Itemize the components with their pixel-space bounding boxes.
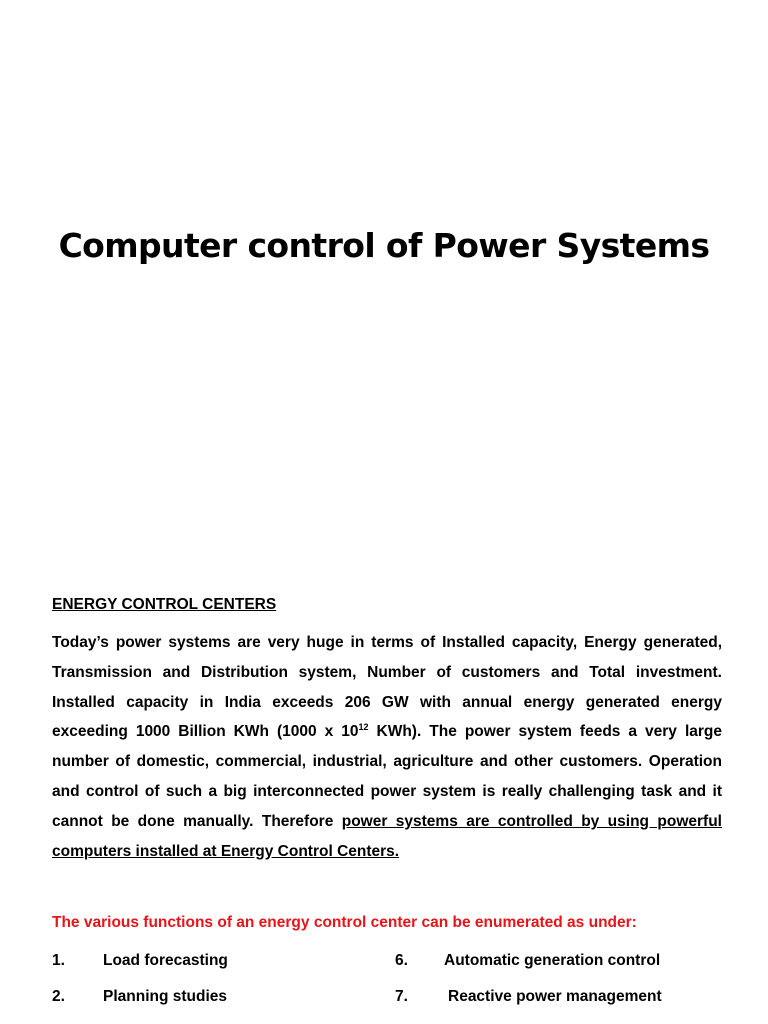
function-number: 7.	[395, 988, 408, 1005]
function-label: Load forecasting	[103, 952, 228, 969]
paragraph-text-part1: Today’s power systems are very huge in terms of Installed capacity, Energy generated, Transmission and Distribution system, Number of customers and Total investment. Installed capacity in India exceeds 206 GW with annual energy generated energy exceeding 1000 Billion KWh (1000 x 10	[52, 634, 722, 741]
underlined-sentence: power systems are controlled by using powerful computers installed at Energy Control Centers.	[52, 812, 722, 860]
function-number: 6.	[395, 952, 408, 969]
function-label: Reactive power management	[448, 988, 662, 1005]
function-label: Automatic generation control	[444, 952, 661, 969]
function-number: 1.	[52, 952, 65, 969]
document-title: Computer control of Power Systems	[58, 226, 710, 265]
function-item	[395, 952, 661, 974]
exponent-superscript: 12	[358, 722, 369, 733]
functions-intro: The various functions of an energy control center can be enumerated as under:	[52, 914, 637, 931]
function-item	[395, 988, 662, 1010]
function-item	[52, 988, 228, 1010]
function-item	[52, 952, 228, 974]
section-heading: ENERGY CONTROL CENTERS	[52, 596, 277, 613]
function-label: Planning studies	[103, 988, 228, 1005]
function-number: 2.	[52, 988, 65, 1005]
paragraph-text-part2: KWh). The power system feeds a very large number of domestic, commercial, industrial, agriculture and other customers. Operation and control of such a big interconnected power system is really challenging task and it cannot be done manually. Therefore	[52, 723, 722, 830]
body-paragraph	[52, 628, 722, 866]
